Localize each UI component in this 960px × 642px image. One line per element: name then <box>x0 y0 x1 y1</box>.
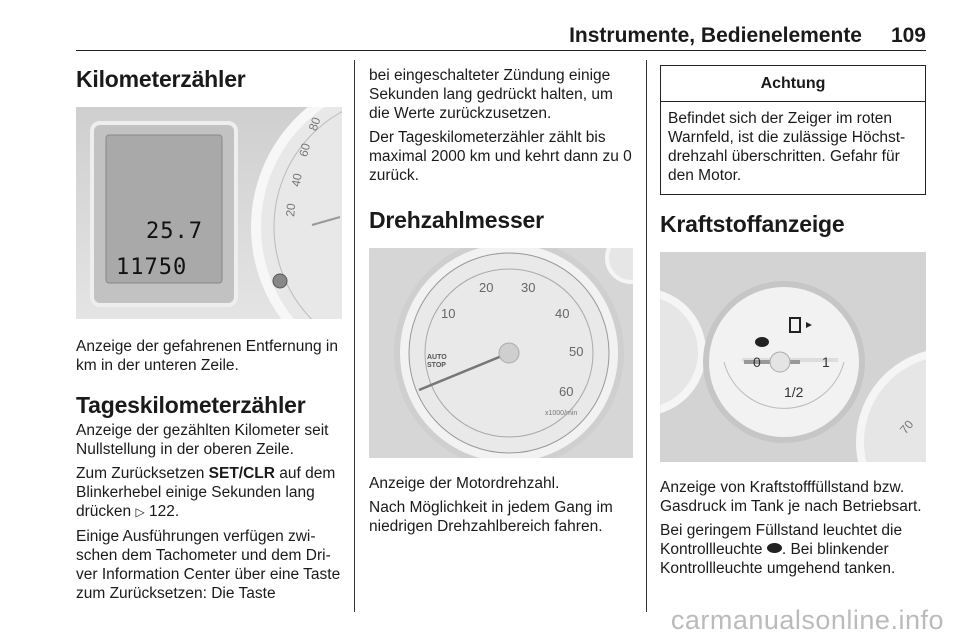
heading-tageskilometerzaehler: Tageskilometerzähler <box>76 392 306 418</box>
tach-number-10: 10 <box>441 306 456 321</box>
para-odometer: Anzeige der gefahrenen Entfernung in km in der unteren Zeile. <box>76 338 338 374</box>
warning-text: Befindet sich der Zeiger im roten Warnfeld, ist die zulässige Höchstdrehzahl überschritten. Gefahr für den Motor. <box>668 110 906 184</box>
column-2 <box>369 60 635 536</box>
tach-unit: x1000/min <box>545 410 578 417</box>
total-value: 11750 <box>116 255 188 280</box>
page-header <box>76 18 926 51</box>
page-number: 109 <box>890 24 926 47</box>
heading-drehzahlmesser: Drehzahlmesser <box>369 207 544 233</box>
column-3 <box>660 60 926 578</box>
odometer-image <box>76 107 342 319</box>
trip-value: 25.7 <box>146 219 203 244</box>
para-tach-1: Anzeige der Motordrehzahl. <box>369 475 560 492</box>
page-reference[interactable]: 122. <box>149 503 180 520</box>
tach-number-60: 60 <box>559 384 574 399</box>
heading-kilometerzaehler: Kilometerzähler <box>76 66 246 92</box>
speed-label-80: 80 <box>305 115 324 133</box>
heading-kraftstoffanzeige: Kraftstoffanzeige <box>660 211 845 237</box>
speed-label-40: 40 <box>288 172 305 188</box>
speed-label-20: 20 <box>283 202 299 218</box>
set-clr-label: SET/CLR <box>208 465 275 482</box>
autostop-label: AUTO STOP <box>427 354 447 369</box>
warning-title: Achtung <box>661 66 925 102</box>
fuel-label-full: 1 <box>822 354 830 370</box>
arrow-ref-icon: ▷ <box>135 505 145 519</box>
fuel-label-empty: 0 <box>753 354 761 370</box>
para-trip-3: Einige Ausführungen verfügen zwischen dem Tachometer und dem Driver Information Center über eine Taste zum Zurücksetzen: Die Taste <box>76 528 341 602</box>
para-fuel-1: Anzeige von Kraftstofffüllstand bzw. Gasdruck im Tank je nach Betriebsart. <box>660 479 922 515</box>
column-divider <box>646 60 647 612</box>
fuel-warning-dot-icon <box>767 543 782 553</box>
tachometer-image <box>369 248 633 458</box>
fuel-gauge-image <box>660 252 926 462</box>
column-divider <box>354 60 355 612</box>
speed-label-60: 60 <box>296 141 314 159</box>
para-tach-2: Nach Möglichkeit in jedem Gang im niedrigen Drehzahlbereich fahren. <box>369 499 613 535</box>
fuel-label-half: 1/2 <box>784 384 804 400</box>
para-trip-1: Anzeige der gezählten Kilometer seit Nullstellung in der oberen Zeile. <box>76 422 329 458</box>
tach-number-30: 30 <box>521 280 536 295</box>
para-fuel-2: Bei geringem Füllstand leuchtet die Kontrollleuchte . Bei blinkender Kontrollleuchte umgehend tanken. <box>660 522 903 577</box>
watermark: carmanualsonline.info <box>670 605 944 635</box>
para-trip-max: Der Tageskilometerzähler zählt bis maximal 2000 km und kehrt dann zu 0 zurück. <box>369 129 632 184</box>
column-1 <box>76 60 342 603</box>
tach-number-20: 20 <box>479 280 494 295</box>
page-title: Instrumente, Bedienelemente <box>569 24 862 47</box>
warning-box <box>660 65 926 195</box>
fuel-side-number: 70 <box>897 417 917 437</box>
para-reset: bei eingeschalteter Zündung einige Sekunden lang gedrückt halten, um die Werte zurückzusetzen. <box>369 67 613 122</box>
tach-number-40: 40 <box>555 306 570 321</box>
tach-number-50: 50 <box>569 344 584 359</box>
para-trip-2: Zum Zurücksetzen SET/CLR auf dem Blinkerhebel einige Sekunden lang drücken ▷ 122. <box>76 465 336 520</box>
